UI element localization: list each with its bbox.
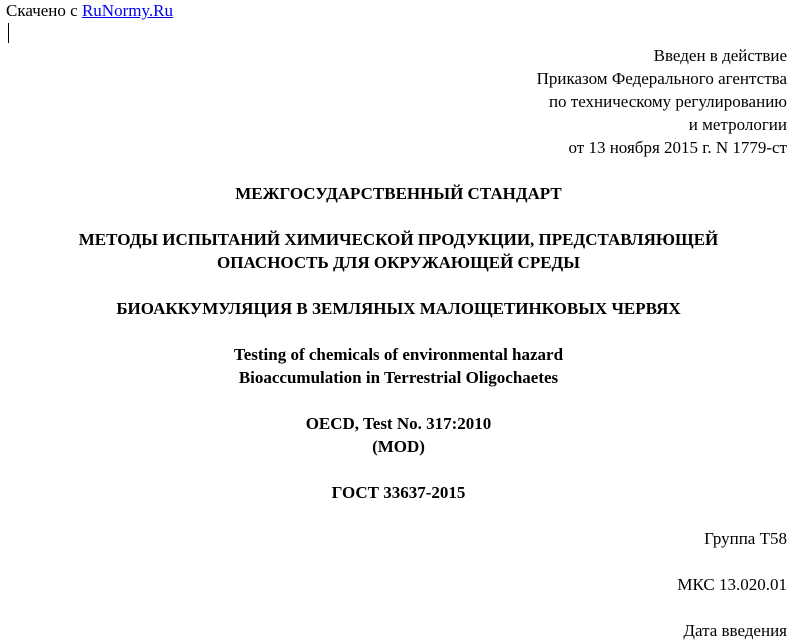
enacted-line-1: Введен в действие: [653, 46, 787, 65]
enacted-line-4: и метрологии: [688, 115, 787, 134]
title-ru-line-1: МЕТОДЫ ИСПЫТАНИЙ ХИМИЧЕСКОЙ ПРОДУКЦИИ, ПРЕДСТАВЛЯЮЩЕЙ: [78, 230, 719, 249]
gost-number: ГОСТ 33637-2015: [331, 483, 466, 502]
enacted-line-2: Приказом Федерального агентства: [536, 69, 787, 88]
enacted-line-5: от 13 ноября 2015 г. N 1779-ст: [568, 138, 787, 157]
standard-type: МЕЖГОСУДАРСТВЕННЫЙ СТАНДАРТ: [235, 184, 562, 203]
title-ru-line-2: ОПАСНОСТЬ ДЛЯ ОКРУЖАЮЩЕЙ СРЕДЫ: [217, 253, 580, 272]
title-en-line-1: Testing of chemicals of environmental hazard: [233, 345, 564, 364]
download-prefix: Скачено с: [6, 1, 82, 20]
group-code: Группа Т58: [704, 529, 787, 548]
subtitle-ru: БИОАККУМУЛЯЦИЯ В ЗЕМЛЯНЫХ МАЛОЩЕТИНКОВЫХ ЧЕРВЯХ: [116, 299, 681, 318]
runormy-link[interactable]: RuNormy.Ru: [81, 1, 173, 20]
mks-code: МКС 13.020.01: [677, 575, 787, 594]
text-cursor: [8, 23, 9, 43]
oecd-reference: OECD, Test No. 317:2010: [305, 414, 492, 433]
intro-date-label: Дата введения: [683, 621, 787, 640]
download-source: [6, 1, 173, 21]
title-en-line-2: Bioaccumulation in Terrestrial Oligochaetes: [238, 368, 559, 387]
modification-note: (MOD): [372, 437, 425, 456]
enacted-line-3: по техническому регулированию: [548, 92, 787, 111]
